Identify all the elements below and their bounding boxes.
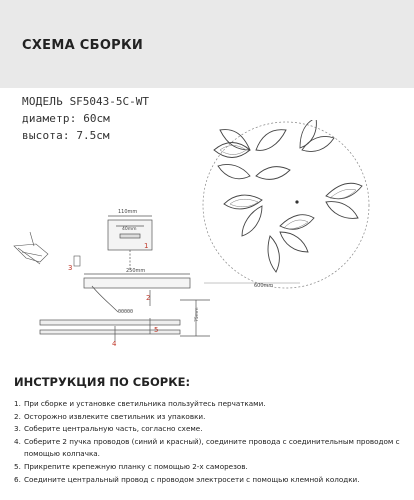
header-band (0, 0, 414, 88)
step-text: Прикрепите крепежную планку с помощью 2-х саморезов. (24, 461, 248, 471)
instruction-step (14, 423, 412, 436)
wire-detail-sketch (14, 232, 80, 266)
step-number: 2. (14, 411, 21, 421)
callout-2: 2 (146, 294, 151, 302)
diameter-dim-label: 600mm (254, 283, 274, 289)
step-number: 6. (14, 474, 21, 484)
assembly-diagram (0, 120, 414, 360)
step-text: Соберите центральную часть, согласно схеме. (24, 424, 203, 434)
dim-mid-label: 250mm (126, 268, 146, 274)
callout-5: 5 (154, 326, 159, 334)
spec-diameter-value: 60см (83, 112, 110, 125)
step-text: Осторожно извлеките светильник из упаковки. (24, 411, 206, 421)
callout-3: 3 (68, 264, 73, 272)
fixture-petals (214, 120, 362, 272)
spec-diameter-label: диаметр: (22, 112, 77, 125)
spec-model-value: SF5043-5C-WT (69, 95, 150, 108)
step-text: Соберите 2 пучка проводов (синий и красный), соедините провода с соединительным проводом с помощью колпачка. (24, 436, 400, 459)
fixture-hub (295, 200, 298, 203)
instructions-list (14, 398, 412, 486)
instruction-step (14, 474, 412, 487)
instructions-title: ИНСТРУКЦИЯ ПО СБОРКЕ: (14, 375, 191, 389)
plate-label: 00000 (118, 309, 134, 315)
dim-top-label: 110mm (118, 209, 138, 215)
step-number: 1. (14, 399, 21, 408)
spec-model-label: МОДЕЛЬ (22, 95, 63, 108)
step-number: 4. (14, 436, 21, 446)
canopy-front-view (40, 216, 210, 342)
instruction-step (14, 461, 412, 474)
step-text: При сборке и установке светильника пользуйтесь перчатками. (24, 399, 266, 408)
step-number: 5. (14, 461, 21, 471)
instruction-step (14, 398, 412, 411)
fixture-outline-circle (203, 122, 369, 288)
fixture-petals-inner (220, 146, 356, 229)
spec-height-value: 7.5см (76, 129, 110, 142)
callout-4: 4 (112, 340, 117, 348)
dim-top-small-label: 40mm (122, 227, 137, 232)
instruction-step (14, 436, 412, 461)
callout-1: 1 (144, 242, 149, 250)
step-number: 3. (14, 424, 21, 434)
page-title: СХЕМА СБОРКИ (22, 38, 144, 53)
spec-model (22, 93, 149, 110)
step-text: Соедините центральный провод с проводом электросети с помощью клемной колодки. (24, 474, 360, 484)
spec-height-label: высота: (22, 129, 70, 142)
instruction-step (14, 411, 412, 424)
dim-right-label: 75mm (195, 307, 200, 322)
